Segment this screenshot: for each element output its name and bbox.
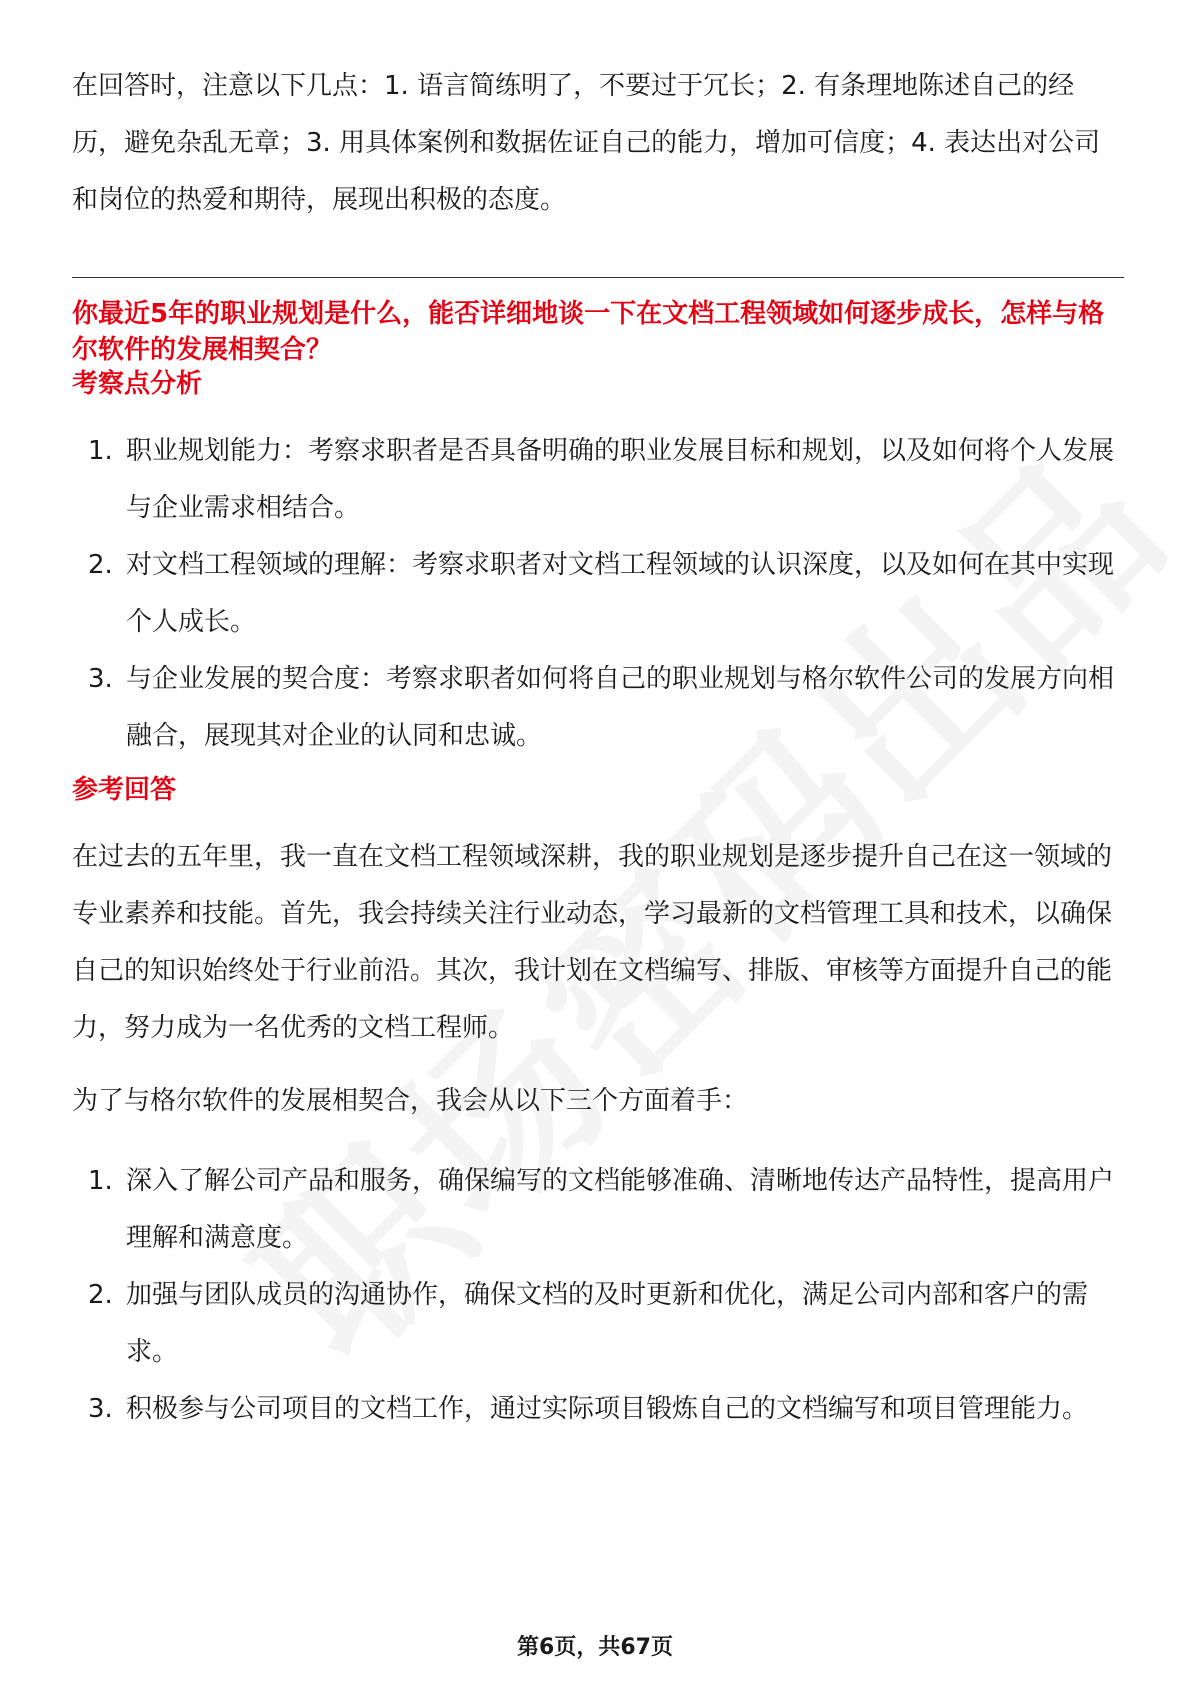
answer-list — [72, 1153, 1124, 1438]
list-item-number: 1. — [88, 1166, 113, 1196]
list-item-text: 深入了解公司产品和服务，确保编写的文档能够准确、清晰地传达产品特性，提高用户理解和满意度。 — [126, 1166, 1115, 1253]
analysis-heading: 考察点分析 — [72, 369, 203, 399]
answer-paragraph-1: 在过去的五年里，我一直在文档工程领域深耕，我的职业规划是逐步提升自己在这一领域的专业素养和技能。首先，我会持续关注行业动态，学习最新的文档管理工具和技术，以确保自己的知识始终处于行业前沿。其次，我计划在文档编写、排版、审核等方面提升自己的能力，努力成为一名优秀的文档工程师。 — [72, 842, 1113, 1043]
list-item-number: 3. — [88, 664, 113, 694]
list-item — [72, 1267, 1124, 1381]
list-item-number: 1. — [88, 436, 113, 466]
section-divider — [72, 277, 1124, 278]
list-item-text: 积极参与公司项目的文档工作，通过实际项目锻炼自己的文档编写和项目管理能力。 — [126, 1394, 1089, 1424]
list-item — [72, 1381, 1124, 1438]
page-footer: 第6页，共67页 — [517, 1635, 673, 1660]
list-item — [72, 423, 1124, 537]
answer-heading: 参考回答 — [72, 775, 177, 805]
list-item-text: 职业规划能力：考察求职者是否具备明确的职业发展目标和规划，以及如何将个人发展与企业需求相结合。 — [126, 436, 1115, 523]
list-item-text: 加强与团队成员的沟通协作，确保文档的及时更新和优化，满足公司内部和客户的需求。 — [126, 1280, 1089, 1367]
list-item-text: 对文档工程领域的理解：考察求职者对文档工程领域的认识深度，以及如何在其中实现个人成长。 — [126, 550, 1115, 637]
analysis-list — [72, 423, 1124, 765]
intro-paragraph: 在回答时，注意以下几点：1. 语言简练明了，不要过于冗长；2. 有条理地陈述自己的经历，避免杂乱无章；3. 用具体案例和数据佐证自己的能力，增加可信度；4. 表达出对公司和岗位的热爱和期待，展现出积极的态度。 — [72, 71, 1101, 215]
list-item-text: 与企业发展的契合度：考察求职者如何将自己的职业规划与格尔软件公司的发展方向相融合，展现其对企业的认同和忠诚。 — [126, 664, 1115, 751]
list-item — [72, 651, 1124, 765]
list-item-number: 2. — [88, 1280, 113, 1310]
list-item — [72, 537, 1124, 651]
list-item-number: 2. — [88, 550, 113, 580]
answer-paragraph-2: 为了与格尔软件的发展相契合，我会从以下三个方面着手： — [72, 1086, 749, 1116]
list-item — [72, 1153, 1124, 1267]
list-item-number: 3. — [88, 1394, 113, 1424]
question-title: 你最近5年的职业规划是什么，能否详细地谈一下在文档工程领域如何逐步成长，怎样与格尔软件的发展相契合？ — [72, 299, 1105, 365]
